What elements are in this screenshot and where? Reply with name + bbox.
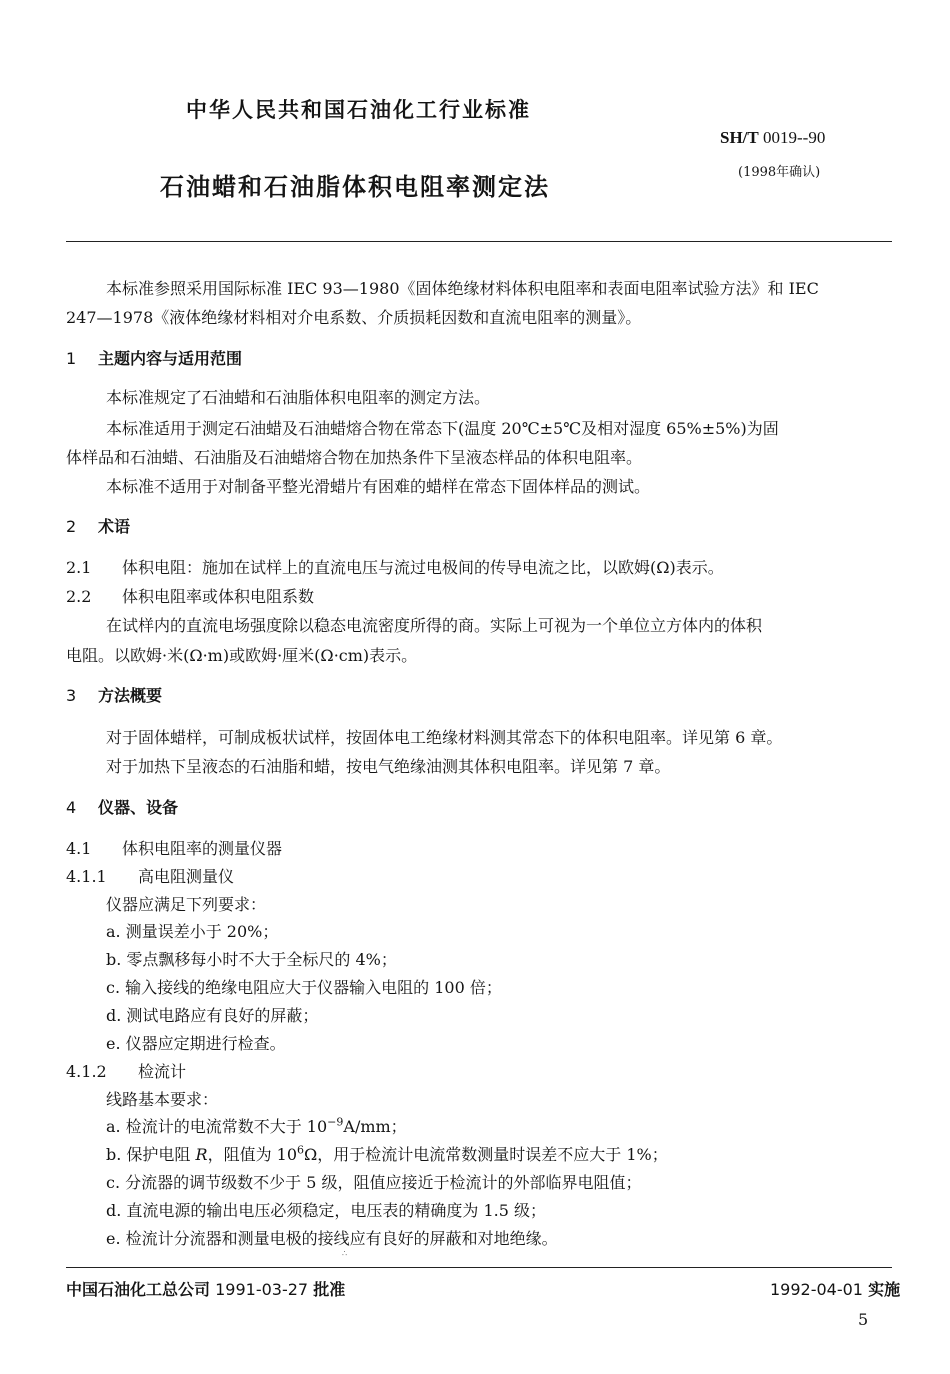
approval-date: 1991-03-27 [215, 1280, 309, 1299]
requirement-item: b. 零点飘移每小时不大于全标尺的 4%； [106, 950, 397, 969]
section-number: 3 [66, 686, 77, 705]
item-text: b. 保护电阻 [106, 1145, 196, 1164]
implementation-line [770, 1277, 900, 1300]
clause-4-1-2-intro: 线路基本要求： [106, 1090, 219, 1109]
intro-line-1: 本标准参照采用国际标准 IEC 93—1980《固体绝缘材料体积电阻率和表面电阻率试验方法》和 IEC [106, 279, 819, 298]
confirm-note: (1998年确认) [738, 165, 821, 180]
standard-prefix: SH/T [720, 128, 759, 147]
clause-text: 体积电阻率的测量仪器 [122, 839, 283, 858]
clause-number: 4.1 [66, 839, 92, 858]
requirement-item: c. 分流器的调节级数不少于 5 级，阻值应接近于检流计的外部临界电阻值； [106, 1173, 642, 1192]
clause-4-1-2 [66, 1059, 186, 1082]
section-3-heading [66, 683, 162, 706]
section-title: 术语 [98, 517, 131, 536]
clause-number: 2.2 [66, 587, 92, 606]
footer-rule [66, 1267, 892, 1268]
approval-line [66, 1277, 345, 1300]
section-title: 主题内容与适用范围 [98, 349, 243, 368]
clause-2-1 [66, 555, 724, 578]
clause-2-2-line-2: 电阻。以欧姆·米(Ω·m)或欧姆·厘米(Ω·cm)表示。 [66, 646, 418, 665]
item-text: Ω，用于检流计电流常数测量时误差不应大于 1%； [304, 1145, 668, 1164]
scan-speck: ∴ [342, 1249, 348, 1258]
requirement-item: d. 测试电路应有良好的屏蔽； [106, 1006, 319, 1025]
clause-4-1 [66, 836, 282, 859]
sec1-paragraph-3: 本标准不适用于对制备平整光滑蜡片有困难的蜡样在常态下固体样品的测试。 [106, 477, 651, 496]
requirement-item: e. 仪器应定期进行检查。 [106, 1034, 286, 1053]
variable-r: R [195, 1145, 208, 1164]
sec1-paragraph-1: 本标准规定了石油蜡和石油脂体积电阻率的测定方法。 [106, 388, 491, 407]
section-number: 2 [66, 517, 77, 536]
requirement-item [106, 1114, 407, 1137]
section-2-heading [66, 514, 130, 537]
sec1-paragraph-2-line-2: 体样品和石油蜡、石油脂及石油蜡熔合物在加热条件下呈液态样品的体积电阻率。 [66, 448, 643, 467]
implementation-word: 实施 [868, 1280, 901, 1299]
requirement-item: e. 检流计分流器和测量电极的接线应有良好的屏蔽和对地绝缘。 [106, 1229, 558, 1248]
clause-number: 4.1.1 [66, 867, 107, 886]
clause-text: 高电阻测量仪 [138, 867, 235, 886]
clause-2-2 [66, 584, 314, 607]
approval-word: 批准 [313, 1280, 346, 1299]
header-rule [66, 241, 892, 242]
clause-2-2-line-1: 在试样内的直流电场强度除以稳态电流密度所得的商。实际上可视为一个单位立方体内的体积 [106, 616, 763, 635]
intro-line-2: 247—1978《液体绝缘材料相对介电系数、介质损耗因数和直流电阻率的测量》。 [66, 308, 642, 327]
standard-code: 0019--90 [763, 128, 826, 147]
approver-name: 中国石油化工总公司 [66, 1280, 211, 1299]
clause-text: 体积电阻率或体积电阻系数 [122, 587, 315, 606]
implementation-date: 1992-04-01 [770, 1280, 863, 1299]
sec3-paragraph-2: 对于加热下呈液态的石油脂和蜡，按电气绝缘油测其体积电阻率。详见第 7 章。 [106, 757, 671, 776]
section-1-heading [66, 346, 242, 369]
clause-4-1-1 [66, 864, 234, 887]
requirement-item: a. 测量误差小于 20%； [106, 922, 279, 941]
clause-text: 检流计 [138, 1062, 187, 1081]
section-number: 4 [66, 798, 77, 817]
requirement-item: d. 直流电源的输出电压必须稳定，电压表的精确度为 1.5 级； [106, 1201, 547, 1220]
section-title: 方法概要 [98, 686, 163, 705]
section-number: 1 [66, 349, 77, 368]
sec1-paragraph-2-line-1: 本标准适用于测定石油蜡及石油蜡熔合物在常态下(温度 20℃±5℃及相对湿度 65%±5%)为固 [106, 419, 779, 438]
clause-4-1-1-intro: 仪器应满足下列要求： [106, 895, 267, 914]
clause-number: 2.1 [66, 558, 92, 577]
page-number: 5 [858, 1310, 869, 1329]
item-text: ，阻值为 10 [207, 1145, 298, 1164]
item-text: A/mm； [343, 1117, 407, 1136]
exponent: −9 [327, 1115, 344, 1129]
item-text: a. 检流计的电流常数不大于 10 [106, 1117, 328, 1136]
sec3-paragraph-1: 对于固体蜡样，可制成板状试样，按固体电工绝缘材料测其常态下的体积电阻率。详见第 6 章。 [106, 728, 783, 747]
clause-text: 体积电阻：施加在试样上的直流电压与流过电极间的传导电流之比，以欧姆(Ω)表示。 [122, 558, 724, 577]
clause-number: 4.1.2 [66, 1062, 107, 1081]
exponent: 6 [297, 1143, 305, 1157]
section-title: 仪器、设备 [98, 798, 179, 817]
requirement-item: c. 输入接线的绝缘电阻应大于仪器输入电阻的 100 倍； [106, 978, 502, 997]
requirement-item [106, 1142, 668, 1165]
standard-number [720, 128, 825, 148]
section-4-heading [66, 795, 178, 818]
document-title: 石油蜡和石油脂体积电阻率测定法 [160, 173, 550, 201]
issuing-org-title: 中华人民共和国石油化工行业标准 [186, 98, 531, 122]
